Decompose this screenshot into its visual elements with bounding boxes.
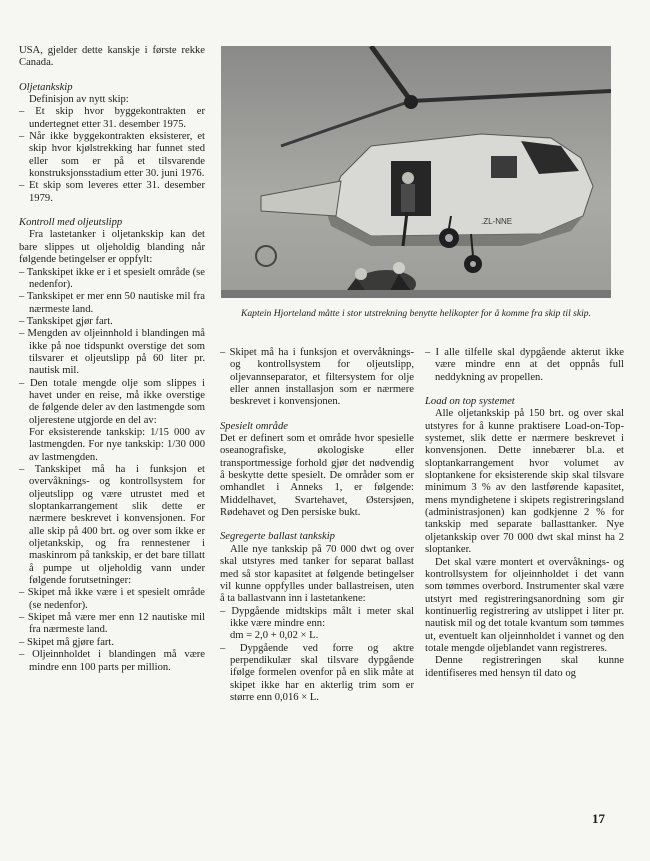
paragraph: – I alle tilfelle skal dypgående akterut ikke være mindre enn at det oppnås full neddykning av propellen. — [425, 347, 624, 383]
column-3 — [425, 347, 624, 680]
paragraph: Alle oljetankskip på 150 brt. og over skal utstyres for å kunne praktisere Load-on-Top-systemet, slik dette er nærmere beskrevet i konvensjonen. Dette innebærer bl.a. et sloptankarrangement hvor volumet av sloptankene for eksisterende skip skal tilsvare minimum 3 % av den lastførende kapasitet, mens myndighetene i skipets registreringsland (administrasjonen) kan godkjenne 2 % for tankskip med separate ballasttanker. Nye oljetankskip over 70 000 dwt skal minst ha 2 sloptanker. — [425, 408, 624, 556]
spacer — [19, 205, 205, 217]
paragraph: Det skal være montert et overvåknings- og kontrollsystem for oljeinnholdet i det vann som tømmes overbord. Instrumenter skal være utstyrt med registreringsanordning som gir kontinuerlig registrering av utslippet i liter pr. nautisk mil og det totale kvantum som tømmes ut, eventuelt kan oljeinnholdet i vannet og den totale mengde oljeblandet vann registreres. — [425, 556, 624, 654]
paragraph: – Tankskipet gjør fart. — [19, 315, 113, 327]
helicopter-photo — [221, 46, 611, 298]
section-heading: Spesielt område — [220, 420, 288, 432]
paragraph: – Skipet må ha i funksjon et overvåknings- og kontrollsystem for oljeutslipp, oljevannseparator, et filtersystem for olje eller annen installasjon som er nærmere beskrevet i konvensjonen. — [220, 347, 414, 408]
paragraph: – Tankskipet ikke er i et spesielt område (se nedenfor). — [19, 266, 205, 290]
paragraph: – Et skip hvor byggekontrakten er undertegnet etter 31. desember 1975. — [19, 106, 205, 130]
section-heading: Load on top systemet — [425, 396, 515, 408]
spacer — [220, 519, 414, 531]
paragraph: – Dypgående midtskips målt i meter skal ikke være mindre enn: — [220, 605, 414, 629]
paragraph: – Skipet må være mer enn 12 nautiske mil fra nærmeste land. — [19, 612, 205, 636]
spacer — [19, 70, 205, 82]
paragraph: – Skipet må ikke være i et spesielt område (se nedenfor). — [19, 587, 205, 611]
paragraph: – Tankskipet er mer enn 50 nautiske mil fra nærmeste land. — [19, 291, 205, 315]
paragraph: Denne registreringen skal kunne identifiseres med hensyn til dato og — [425, 655, 624, 679]
paragraph: – Tankskipet må ha i funksjon et overvåknings- og kontrollsystem for oljeutslipp og være utrustet med et sloptankarrangement slik dette er nærmere beskrevet i konvensjonen. For alle skip på 400 brt. og over som ikke er oljetankskip, og fra rennestener i maskinrom på tankskip, er det bare tillatt å pumpe ut oljeholdig vann under følgende forutsetninger: — [19, 464, 205, 587]
column-2 — [220, 347, 414, 704]
section-heading: Oljetankskip — [19, 81, 73, 93]
section-heading: Kontroll med oljeutslipp — [19, 217, 123, 229]
paragraph: – Dypgående ved forre og aktre perpendikulær skal tilsvare dypgående ifølge formelen ovenfor på en slik måte at skipet ikke har en akterlig trim som er større enn 0,016 × L. — [220, 642, 414, 703]
page-number: 17 — [592, 811, 605, 826]
spacer — [425, 384, 624, 396]
svg-text:.ZL-NNE: .ZL-NNE — [481, 217, 513, 226]
paragraph: – Når ikke byggekontrakten eksisterer, et skip hvor kjølstrekking har funnet sted eller som er på et tilsvarende konstruksjonsstadium etter 30. juni 1976. — [19, 131, 205, 180]
section-heading: Segregerte ballast tankskip — [220, 531, 335, 543]
paragraph: – Skipet må gjøre fart. — [19, 636, 115, 648]
photo-caption: Kaptein Hjorteland måtte i stor utstrekning benytte helikopter for å komme fra skip til skip. — [240, 308, 592, 319]
paragraph: For eksisterende tankskip: 1/15 000 av lastmengden. For nye tankskip: 1/30 000 av lastmengden. — [29, 426, 205, 463]
spacer — [220, 409, 414, 421]
paragraph: USA, gjelder dette kanskje i første rekke Canada. — [19, 45, 205, 69]
paragraph: Fra lastetanker i oljetankskip kan det bare slippes ut oljeholdig blanding når følgende betingelser er oppfylt: — [19, 229, 205, 266]
paragraph: – Den totale mengde olje som slippes i havet under en reise, må ikke overstige de følgende deler av den lastmengde som oljerestene utgjorde en del av: — [19, 377, 205, 426]
paragraph: dm = 2,0 + 0,02 × L. — [230, 630, 319, 642]
paragraph: – Et skip som leveres etter 31. desember 1979. — [19, 180, 205, 204]
paragraph: Definisjon av nytt skip: — [29, 94, 129, 106]
paragraph: Alle nye tankskip på 70 000 dwt og over skal utstyres med tanker for separat ballast med så stor kapasitet at følgende betingelser vil kunne oppfylles under ballastreisen, uten å ta ballastvann inn i lastetankene: — [220, 543, 414, 605]
paragraph: – Mengden av oljeinnhold i blandingen må ikke på noe tidspunkt overstige det som tilsvarer et oljeutslipp på 60 liter pr. nautisk mil. — [19, 328, 205, 377]
paragraph: – Oljeinnholdet i blandingen må være mindre enn 100 parts per million. — [19, 649, 205, 673]
column-1 — [19, 45, 205, 674]
paragraph: Det er definert som et område hvor spesielle oseanografiske, økologiske eller transportmessige forhold gjør det nødvendig å beskytte dette spesielt. De områder som er omhandlet i Anneks 1, er følgende: Middelhavet, Svartehavet, Østersjøen, Rødehavet og Den persiske bukt. — [220, 433, 414, 519]
